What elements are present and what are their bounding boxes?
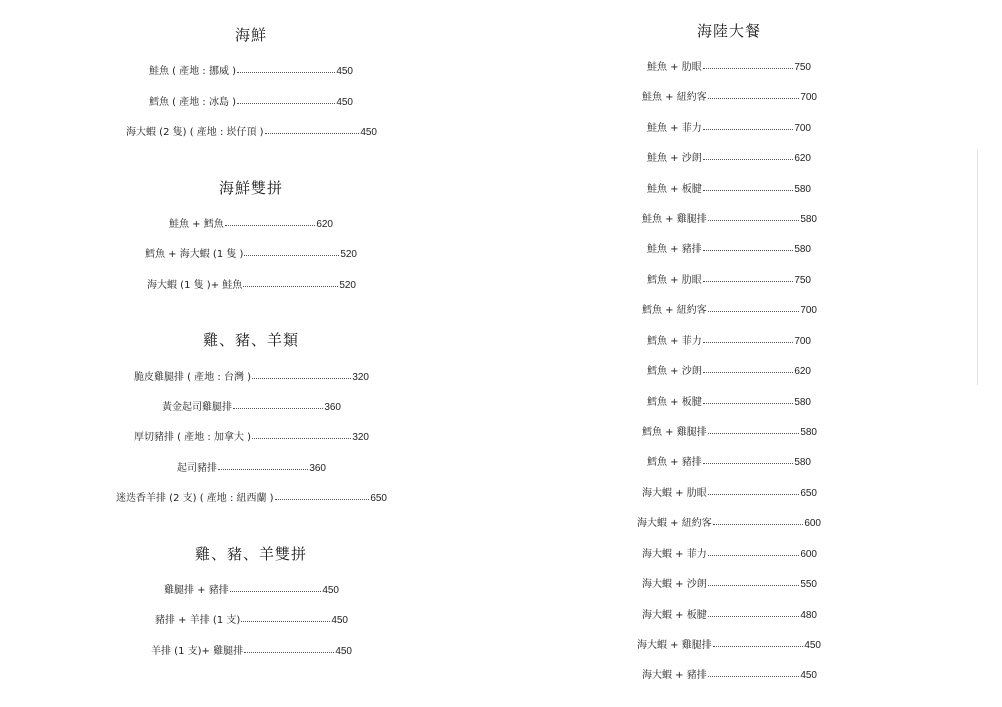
menu-item — [642, 305, 817, 317]
item-price: 620 — [316, 219, 333, 230]
item-price: 620 — [794, 153, 811, 164]
dot-leader — [233, 408, 323, 409]
item-name: 鱈魚 + 板腱 — [647, 397, 702, 408]
menu-item — [642, 579, 817, 591]
dot-leader — [230, 591, 322, 592]
item-name: 鮭魚 + 沙朗 — [647, 153, 702, 164]
item-price: 450 — [336, 97, 353, 108]
item-price: 700 — [800, 92, 817, 103]
item-price: 700 — [794, 123, 811, 134]
item-name: 鱈魚 + 紐約客 — [642, 305, 707, 316]
dot-leader — [708, 616, 800, 617]
section-title-chicken-pork-lamb: 雞、豬、羊類 — [202, 331, 300, 349]
menu-item — [647, 397, 811, 409]
dot-leader — [708, 433, 800, 434]
dot-leader — [708, 311, 800, 312]
section-title-surf-and-turf: 海陸大餐 — [696, 22, 762, 40]
dot-leader — [713, 646, 804, 647]
item-name: 海大蝦 + 紐約客 — [637, 518, 712, 529]
item-price: 480 — [800, 610, 817, 621]
item-price: 580 — [800, 214, 817, 225]
menu-item — [642, 488, 817, 500]
dot-leader — [244, 255, 339, 256]
item-price: 650 — [800, 488, 817, 499]
dot-leader — [252, 378, 351, 379]
menu-item — [647, 275, 811, 287]
menu-item — [134, 372, 369, 384]
item-name: 鮭魚 + 菲力 — [647, 123, 702, 134]
item-name: 海大蝦 + 雞腿排 — [637, 640, 712, 651]
item-name: 海大蝦 + 沙朗 — [642, 579, 707, 590]
item-name: 鱈魚 ( 產地 : 冰島 ) — [149, 97, 237, 108]
menu-item — [116, 493, 387, 505]
menu-item — [647, 457, 811, 469]
item-price: 550 — [800, 579, 817, 590]
item-name: 厚切豬排 ( 產地 : 加拿大 ) — [134, 432, 252, 443]
dot-leader — [218, 469, 308, 470]
menu-item — [642, 549, 817, 561]
item-name: 鮭魚 + 雞腿排 — [642, 214, 707, 225]
item-price: 450 — [331, 615, 348, 626]
item-price: 700 — [794, 336, 811, 347]
dot-leader — [703, 129, 794, 130]
menu-item — [642, 427, 817, 439]
menu-item — [642, 214, 817, 226]
dot-leader — [703, 463, 794, 464]
menu-item — [149, 66, 353, 78]
item-name: 鮭魚 + 鱈魚 — [169, 219, 224, 230]
dot-leader — [275, 499, 370, 500]
item-name: 鱈魚 + 沙朗 — [647, 366, 702, 377]
item-name: 羊排 (1 支)+ 雞腿排 — [151, 646, 244, 657]
item-name: 海大蝦 + 板腱 — [642, 610, 707, 621]
dot-leader — [237, 103, 335, 104]
item-price: 750 — [794, 275, 811, 286]
item-price: 700 — [800, 305, 817, 316]
item-price: 620 — [794, 366, 811, 377]
item-name: 鱈魚 + 海大蝦 (1 隻 ) — [145, 249, 244, 260]
item-name: 海大蝦 + 肋眼 — [642, 488, 707, 499]
item-price: 450 — [336, 66, 353, 77]
dot-leader — [703, 250, 794, 251]
dot-leader — [703, 342, 794, 343]
item-price: 520 — [339, 280, 356, 291]
dot-leader — [703, 159, 794, 160]
dot-leader — [241, 621, 330, 622]
menu-item — [149, 97, 353, 109]
item-name: 海大蝦 + 菲力 — [642, 549, 707, 560]
menu-item — [647, 184, 811, 196]
dot-leader — [703, 281, 794, 282]
item-price: 320 — [352, 432, 369, 443]
section-title-seafood-combo: 海鮮雙拼 — [218, 179, 284, 197]
item-name: 鮭魚 ( 產地 : 挪威 ) — [149, 66, 237, 77]
menu-item — [637, 640, 821, 652]
dot-leader — [708, 494, 800, 495]
item-price: 450 — [335, 646, 352, 657]
dot-leader — [708, 585, 800, 586]
menu-item — [647, 366, 811, 378]
item-price: 580 — [794, 184, 811, 195]
item-name: 迷迭香羊排 (2 支) ( 產地 : 紐西蘭 ) — [116, 493, 274, 504]
item-name: 鱈魚 + 菲力 — [647, 336, 702, 347]
dot-leader — [237, 72, 335, 73]
item-price: 360 — [309, 463, 326, 474]
menu-item — [647, 62, 811, 74]
page-edge-line — [977, 150, 978, 385]
item-name: 鮭魚 + 肋眼 — [647, 62, 702, 73]
item-price: 520 — [340, 249, 357, 260]
menu-item — [647, 336, 811, 348]
item-price: 600 — [804, 518, 821, 529]
menu-item — [147, 280, 356, 292]
menu-item — [145, 249, 357, 261]
menu-item — [642, 670, 817, 682]
menu-item — [647, 123, 811, 135]
dot-leader — [703, 68, 794, 69]
item-price: 450 — [800, 670, 817, 681]
section-title-seafood: 海鮮 — [234, 26, 268, 44]
item-name: 豬排 + 羊排 (1 支) — [155, 615, 241, 626]
menu-item — [642, 92, 817, 104]
item-price: 750 — [794, 62, 811, 73]
item-name: 海大蝦 (2 隻) ( 產地 : 崁仔頂 ) — [126, 127, 264, 138]
menu-item — [134, 432, 369, 444]
dot-leader — [252, 438, 351, 439]
item-price: 450 — [360, 127, 377, 138]
menu-item — [155, 615, 348, 627]
dot-leader — [708, 98, 800, 99]
item-price: 600 — [800, 549, 817, 560]
item-name: 起司豬排 — [177, 463, 217, 474]
dot-leader — [708, 220, 800, 221]
item-price: 580 — [794, 457, 811, 468]
dot-leader — [708, 555, 800, 556]
menu-item — [177, 463, 326, 475]
item-price: 580 — [794, 244, 811, 255]
menu-item — [151, 646, 352, 658]
dot-leader — [713, 524, 804, 525]
item-name: 鱈魚 + 肋眼 — [647, 275, 702, 286]
menu-item — [126, 127, 377, 139]
item-price: 580 — [794, 397, 811, 408]
item-price: 580 — [800, 427, 817, 438]
item-price: 450 — [804, 640, 821, 651]
dot-leader — [703, 372, 794, 373]
dot-leader — [244, 652, 334, 653]
item-name: 雞腿排 + 豬排 — [164, 585, 229, 596]
menu-item — [162, 402, 341, 414]
item-price: 450 — [322, 585, 339, 596]
item-name: 鮭魚 + 紐約客 — [642, 92, 707, 103]
menu-item — [642, 610, 817, 622]
menu-item — [647, 244, 811, 256]
item-name: 鱈魚 + 雞腿排 — [642, 427, 707, 438]
dot-leader — [265, 133, 360, 134]
menu-item — [637, 518, 821, 530]
item-name: 鮭魚 + 豬排 — [647, 244, 702, 255]
dot-leader — [708, 676, 800, 677]
dot-leader — [703, 190, 794, 191]
menu-item — [647, 153, 811, 165]
section-title-chicken-pork-lamb-combo: 雞、豬、羊雙拼 — [194, 545, 308, 563]
item-price: 320 — [352, 372, 369, 383]
item-price: 650 — [370, 493, 387, 504]
item-name: 脆皮雞腿排 ( 產地 : 台灣 ) — [134, 372, 252, 383]
dot-leader — [243, 286, 338, 287]
dot-leader — [225, 225, 316, 226]
dot-leader — [703, 403, 794, 404]
item-name: 海大蝦 (1 隻 )+ 鮭魚 — [147, 280, 243, 291]
item-name: 鱈魚 + 豬排 — [647, 457, 702, 468]
item-name: 海大蝦 + 豬排 — [642, 670, 707, 681]
menu-item — [169, 219, 333, 231]
item-name: 鮭魚 + 板腱 — [647, 184, 702, 195]
item-name: 黃金起司雞腿排 — [162, 402, 232, 413]
menu-item — [164, 585, 339, 597]
item-price: 360 — [324, 402, 341, 413]
